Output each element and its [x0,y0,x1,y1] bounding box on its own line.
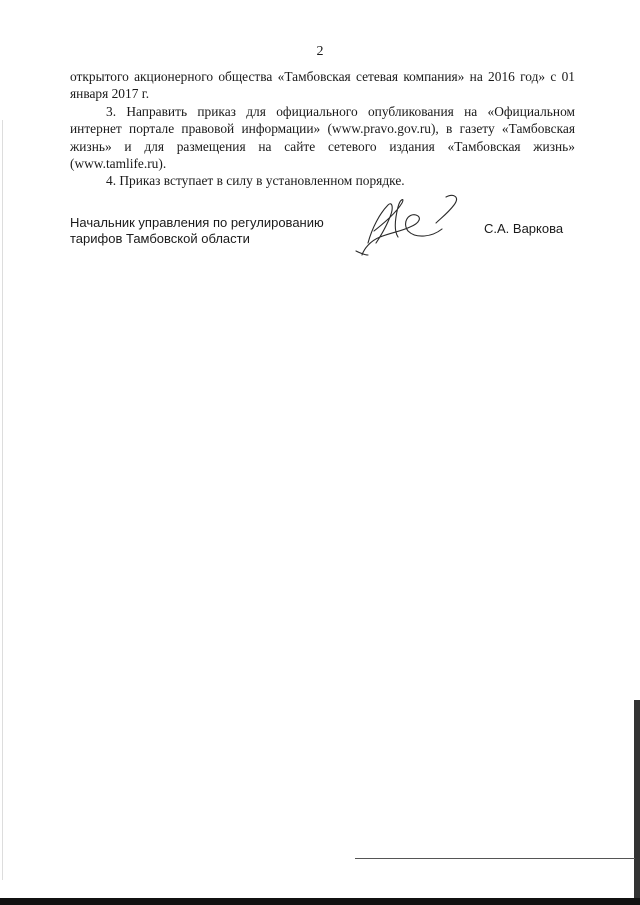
paragraph-3: 3. Направить приказ для официального опубликования на «Официальном интернет портале правовой информации» (www.pravo.gov.ru), в газету «Тамбовская жизнь» и для размещения на сайте сетевого издания «Тамбовская жизнь» (www.tamlife.ru). [70,103,575,172]
paragraph-4: 4. Приказ вступает в силу в установленном порядке. [106,173,405,189]
scan-edge-right [634,700,640,898]
signatory-name: С.А. Варкова [484,221,564,236]
scan-edge-left [2,120,3,880]
signatory-title-line-2: тарифов Тамбовской области [70,231,250,246]
signatory-title-line-1: Начальник управления по регулированию [70,215,324,230]
document-body [70,68,575,190]
page-number: 2 [316,44,324,59]
scan-edge-bottom [0,898,640,905]
paragraph-continuation: открытого акционерного общества «Тамбовская сетевая компания» на 2016 год» с 01 января 2017 г. [70,69,575,102]
signatory-title [70,215,324,247]
scan-line-bottom [355,858,635,859]
handwritten-signature [350,183,470,263]
